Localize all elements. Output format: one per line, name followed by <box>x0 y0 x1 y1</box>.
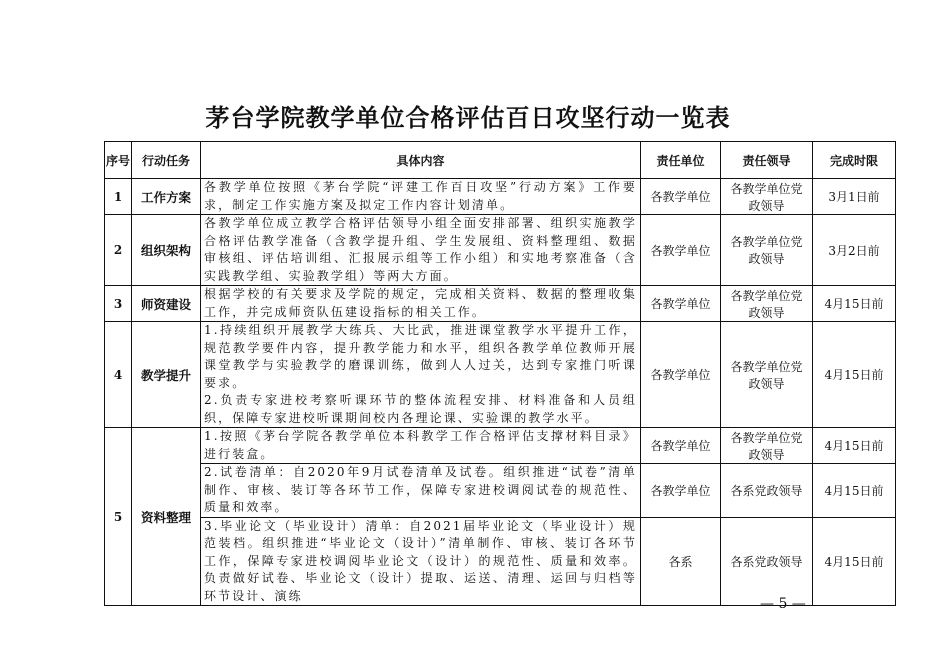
row-task: 工作方案 <box>132 179 201 215</box>
row-leader: 各系党政领导 <box>721 464 813 518</box>
row-deadline: 4月15日前 <box>813 428 896 464</box>
row-deadline: 4月15日前 <box>813 464 896 518</box>
header-deadline: 完成时限 <box>813 142 896 179</box>
row-deadline: 4月15日前 <box>813 322 896 428</box>
row-unit: 各系 <box>641 517 721 606</box>
row-number: 1 <box>105 179 132 215</box>
table-row <box>105 464 896 518</box>
row-unit: 各教学单位 <box>641 322 721 428</box>
row-content: 根据学校的有关要求及学院的规定，完成相关资料、数据的整理收集工作，并完成师资队伍建设指标的相关工作。 <box>201 286 641 322</box>
row-number: 3 <box>105 286 132 322</box>
action-table <box>104 141 896 606</box>
row-number: 5 <box>105 428 132 606</box>
row-unit: 各教学单位 <box>641 286 721 322</box>
row-number: 4 <box>105 322 132 428</box>
row-task: 资料整理 <box>132 428 201 606</box>
row-unit: 各教学单位 <box>641 428 721 464</box>
row-leader: 各教学单位党政领导 <box>721 215 813 286</box>
row-content: 2.试卷清单：自2020年9月试卷清单及试卷。组织推进“试卷”清单制作、审核、装订等各环节工作，保障专家进校调阅试卷的规范性、质量和效率。 <box>201 464 641 518</box>
page-number: — 5 — <box>760 596 806 612</box>
content-item: 2.负责专家进校考察听课环节的整体流程安排、材料准备和人员组织，保障专家进校听课期间校内各理论课、实验课的教学水平。 <box>204 393 637 425</box>
row-leader: 各教学单位党政领导 <box>721 322 813 428</box>
row-unit: 各教学单位 <box>641 215 721 286</box>
document-title: 茅台学院教学单位合格评估百日攻坚行动一览表 <box>205 104 731 132</box>
row-task: 师资建设 <box>132 286 201 322</box>
row-deadline: 3月1日前 <box>813 179 896 215</box>
header-unit: 责任单位 <box>641 142 721 179</box>
table-row <box>105 286 896 322</box>
row-content: 各教学单位成立教学合格评估领导小组全面安排部署、组织实施教学合格评估教学准备（含教学提升组、学生发展组、资料整理组、数据审核组、评估培训组、汇报展示组等工作小组）和实地考察准备（含实践教学组、实验教学组）等两大方面。 <box>201 215 641 286</box>
table-row <box>105 322 896 428</box>
row-task: 组织架构 <box>132 215 201 286</box>
table-row <box>105 517 896 606</box>
row-content <box>201 322 641 428</box>
table-row <box>105 215 896 286</box>
row-unit: 各教学单位 <box>641 179 721 215</box>
row-leader: 各系党政领导 <box>721 517 813 606</box>
row-unit: 各教学单位 <box>641 464 721 518</box>
header-content: 具体内容 <box>201 142 641 179</box>
row-leader: 各教学单位党政领导 <box>721 428 813 464</box>
row-number: 2 <box>105 215 132 286</box>
row-content: 3.毕业论文（毕业设计）清单：自2021届毕业论文（毕业设计）规范装档。组织推进“毕业论文（设计）”清单制作、审核、装订各环节工作，保障专家进校调阅毕业论文（设计）的规范性、质量和效率。负责做好试卷、毕业论文（设计）提取、运送、清理、运回与归档等环节设计、演练 <box>201 517 641 606</box>
header-no: 序号 <box>105 142 132 179</box>
row-deadline: 3月2日前 <box>813 215 896 286</box>
table-row <box>105 428 896 464</box>
row-leader: 各教学单位党政领导 <box>721 179 813 215</box>
table-row <box>105 179 896 215</box>
row-task: 教学提升 <box>132 322 201 428</box>
header-task: 行动任务 <box>132 142 201 179</box>
row-content: 1.按照《茅台学院各教学单位本科教学工作合格评估支撑材料目录》进行装盒。 <box>201 428 641 464</box>
table-header-row <box>105 142 896 179</box>
header-leader: 责任领导 <box>721 142 813 179</box>
row-deadline: 4月15日前 <box>813 517 896 606</box>
content-item: 1.持续组织开展教学大练兵、大比武，推进课堂教学水平提升工作，规范教学要件内容，提升教学能力和水平，组织各教学单位教师开展课堂教学与实验教学的磨课训练，做到人人过关，达到专家推门听课要求。 <box>204 323 637 390</box>
row-content: 各教学单位按照《茅台学院“评建工作百日攻坚”行动方案》工作要求，制定工作实施方案及拟定工作内容计划清单。 <box>201 179 641 215</box>
row-leader: 各教学单位党政领导 <box>721 286 813 322</box>
row-deadline: 4月15日前 <box>813 286 896 322</box>
